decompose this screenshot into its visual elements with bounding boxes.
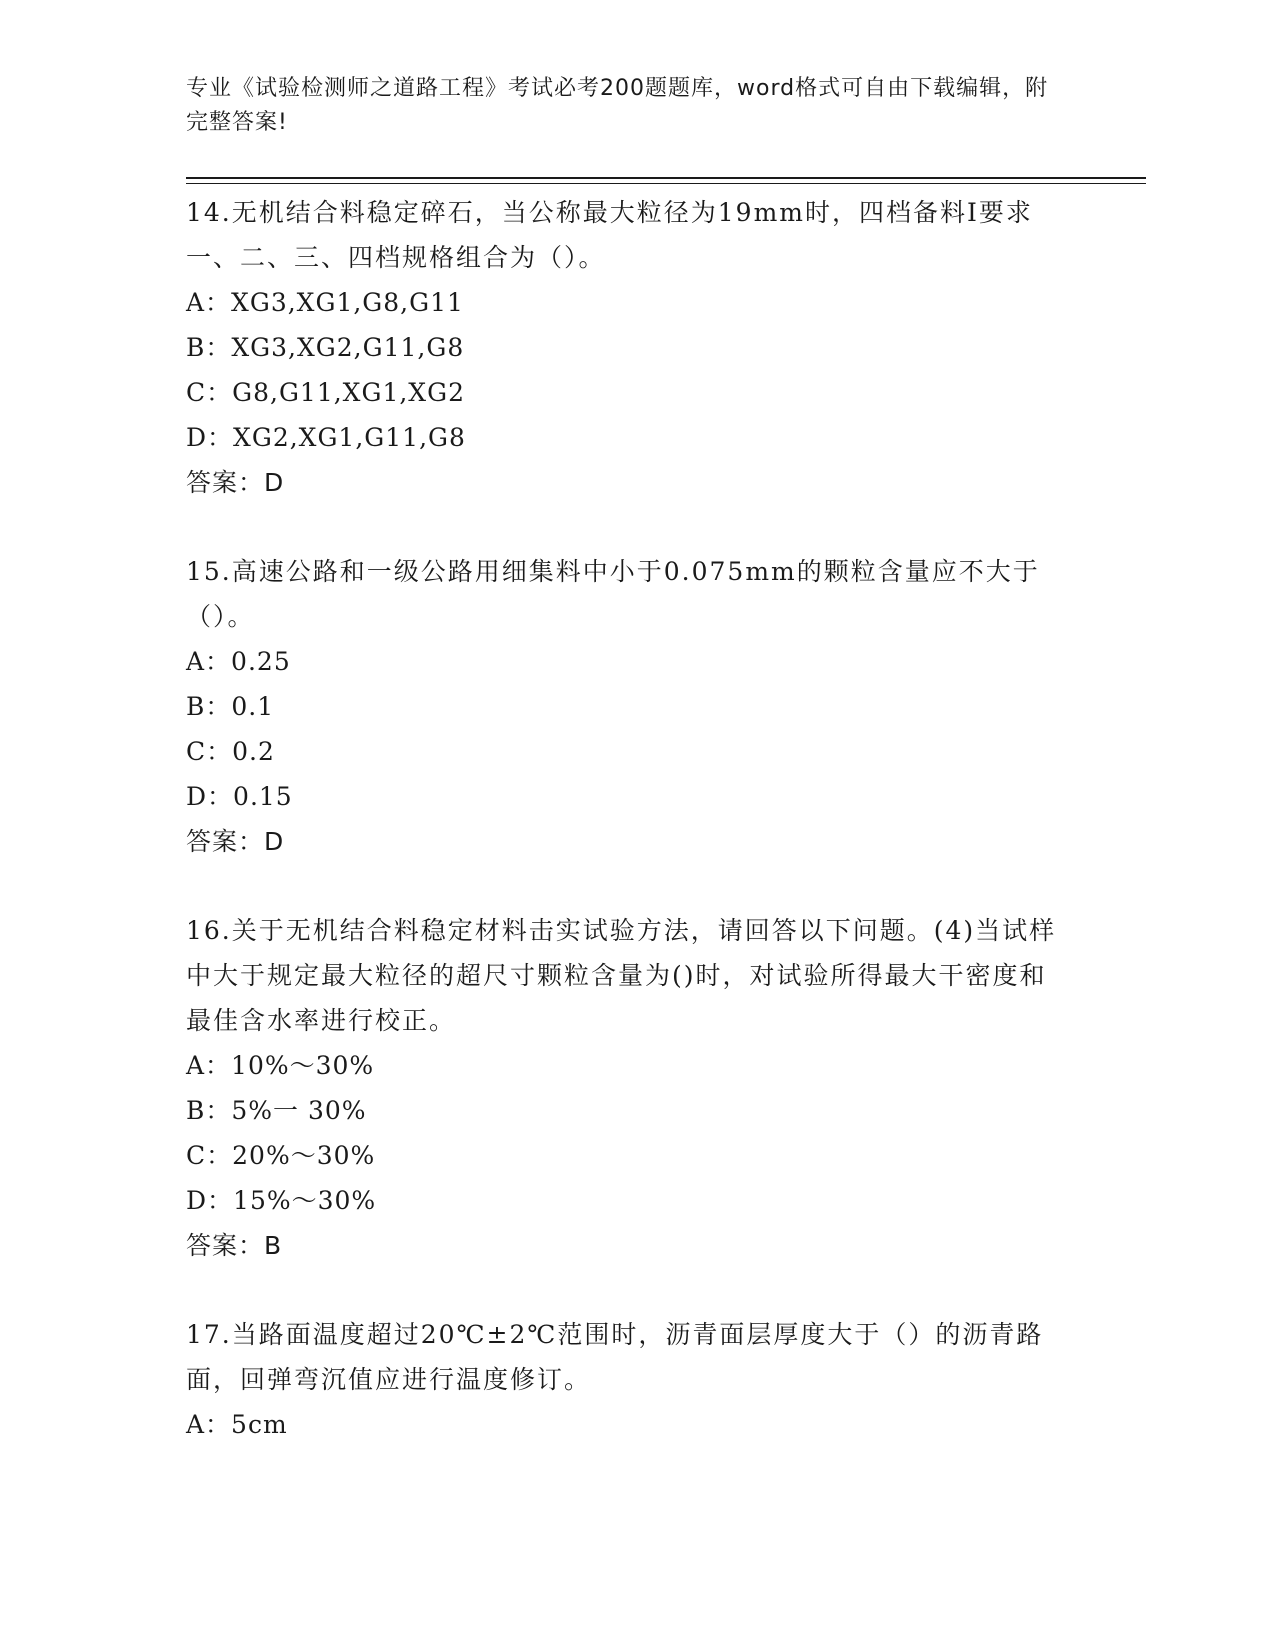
question-17 — [186, 1312, 1066, 1447]
answer-line: 答案：D — [186, 468, 285, 497]
option-c: C：0.2 — [186, 737, 275, 766]
question-stem: 16.关于无机结合料稳定材料击实试验方法，请回答以下问题。(4)当试样中大于规定最大粒径的超尺寸颗粒含量为()时，对试验所得最大干密度和最佳含水率进行校正。 — [186, 916, 1057, 1035]
option-b: B：XG3,XG2,G11,G8 — [186, 333, 465, 362]
option-d: D：0.15 — [186, 782, 293, 811]
question-16 — [186, 908, 1066, 1268]
option-b: B：5%一 30% — [186, 1096, 367, 1125]
header-divider-thin — [186, 183, 1146, 184]
question-14 — [186, 190, 1066, 505]
option-d: D：XG2,XG1,G11,G8 — [186, 423, 466, 452]
question-stem: 15.高速公路和一级公路用细集料中小于0.075mm的颗粒含量应不大于（）。 — [186, 557, 1040, 631]
question-stem: 14.无机结合料稳定碎石，当公称最大粒径为19mm时，四档备料I要求一、二、三、四档规格组合为（）。 — [186, 198, 1033, 272]
question-stem: 17.当路面温度超过20℃±2℃范围时，沥青面层厚度大于（）的沥青路面，回弹弯沉值应进行温度修订。 — [186, 1320, 1044, 1394]
document-header: 专业《试验检测师之道路工程》考试必考200题题库，word格式可自由下载编辑，附完整答案! — [186, 76, 1049, 135]
header-divider-thick — [186, 177, 1146, 179]
option-a: A：5cm — [186, 1410, 288, 1439]
question-15 — [186, 549, 1066, 864]
option-b: B：0.1 — [186, 692, 275, 721]
option-a: A：XG3,XG1,G8,G11 — [186, 288, 464, 317]
answer-line: 答案：B — [186, 1231, 283, 1260]
option-c: C：G8,G11,XG1,XG2 — [186, 378, 465, 407]
option-d: D：15%～30% — [186, 1186, 377, 1215]
option-a: A：0.25 — [186, 647, 291, 676]
option-a: A：10%～30% — [186, 1051, 375, 1080]
question-list — [186, 190, 1066, 1491]
option-c: C：20%～30% — [186, 1141, 376, 1170]
answer-line: 答案：D — [186, 827, 285, 856]
